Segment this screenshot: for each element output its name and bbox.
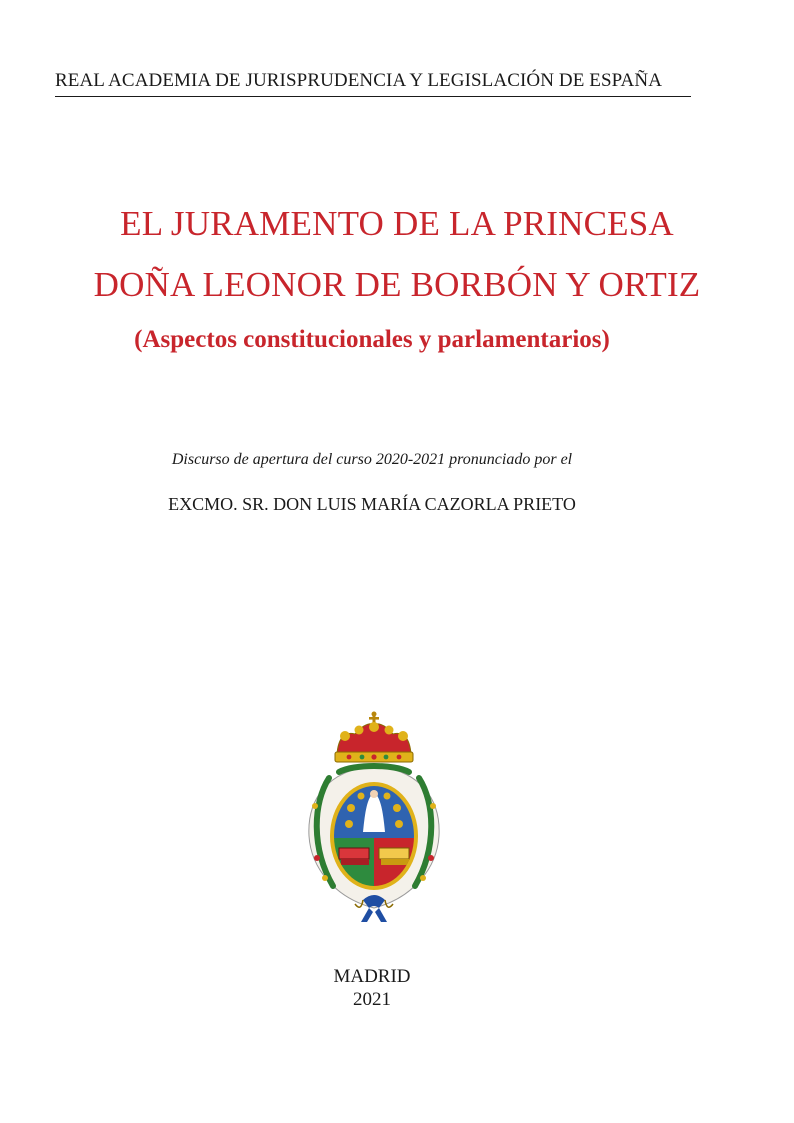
author-name: EXCMO. SR. DON LUIS MARÍA CAZORLA PRIETO <box>168 494 576 514</box>
publication-year: 2021 <box>353 989 391 1010</box>
title-line-2: DOÑA LEONOR DE BORBÓN Y ORTIZ <box>93 265 701 304</box>
speech-intro: Discurso de apertura del curso 2020-2021 pronunciado por el <box>171 451 573 468</box>
title-line-1: EL JURAMENTO DE LA PRINCESA <box>120 204 674 243</box>
publication-place: MADRID <box>333 966 411 987</box>
crown-icon <box>335 712 413 763</box>
institution-header: REAL ACADEMIA DE JURISPRUDENCIA Y LEGISLACIÓN DE ESPAÑA <box>55 70 691 97</box>
academy-coat-of-arms-icon <box>299 708 449 924</box>
subtitle: (Aspectos constitucionales y parlamentarios) <box>134 326 610 353</box>
